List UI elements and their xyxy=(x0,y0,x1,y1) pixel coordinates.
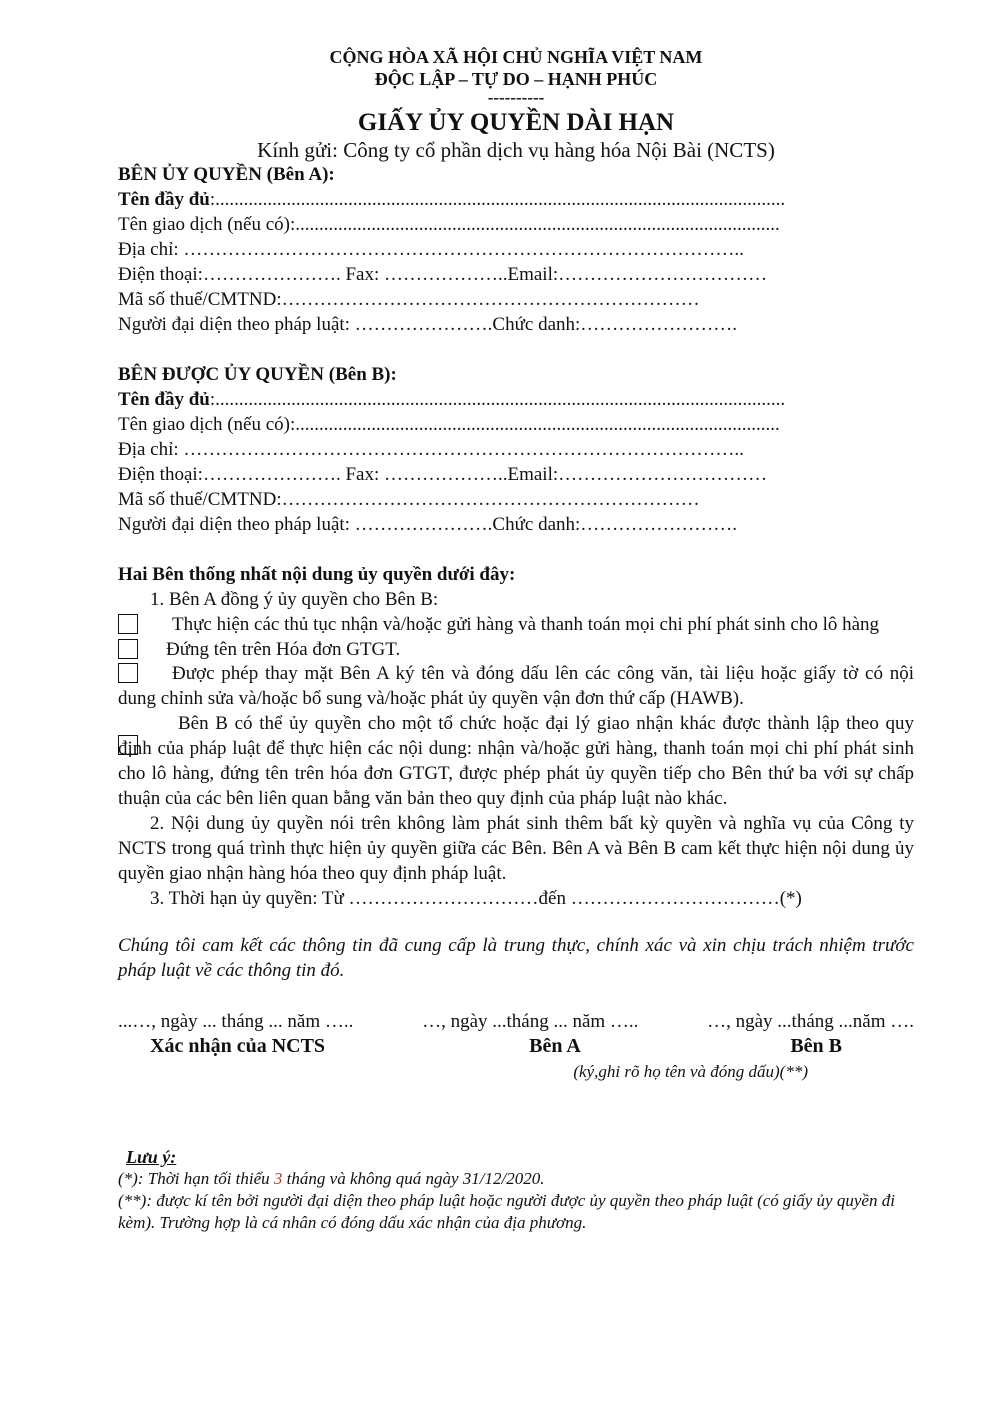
option-4-row xyxy=(118,711,914,811)
party-a-address: Địa chỉ: …………………………………………………………………………….. xyxy=(118,239,744,260)
signature-ncts: Xác nhận của NCTS xyxy=(150,1035,326,1057)
header-separator: ---------- xyxy=(487,88,545,107)
date-ncts: ...…, ngày ... tháng ... năm ….. xyxy=(118,1011,354,1032)
agreement-heading: Hai Bên thống nhất nội dung ủy quyền dưới đây: xyxy=(118,564,516,585)
party-a-heading: BÊN ỦY QUYỀN (Bên A): xyxy=(118,164,335,185)
note-2: (**): được kí tên bởi người đại diện theo pháp luật hoặc người được ủy quyền theo pháp luật (có giấy ủy quyền đi kèm). Trường hợp là cá nhân có đóng dấu xác nhận của địa phương. xyxy=(118,1191,895,1232)
party-b-heading: BÊN ĐƯỢC ỦY QUYỀN (Bên B): xyxy=(118,364,397,385)
option-1-checkbox[interactable] xyxy=(118,614,138,634)
date-party-a: …, ngày ...tháng ... năm ….. xyxy=(422,1011,639,1032)
signature-instruction: (ký,ghi rõ họ tên và đóng dấu)(**) xyxy=(573,1062,808,1081)
option-3-checkbox[interactable] xyxy=(118,663,138,683)
spacer xyxy=(118,337,914,362)
party-b-contact: Điện thoại:…………………. Fax: ………………..Email:…………………………… xyxy=(118,464,768,485)
notes-title: Lưu ý: xyxy=(126,1147,177,1167)
party-a-full-name-label: Tên đầy đủ xyxy=(118,189,210,210)
party-b-full-name xyxy=(118,387,914,412)
option-3-text: Được phép thay mặt Bên A ký tên và đóng dấu lên các công văn, tài liệu hoặc giấy tờ có nội dung chỉnh sửa và/hoặc bổ sung và/hoặc phát ủy quyền vận đơn thứ cấp (HAWB). xyxy=(118,663,914,709)
note-1-start: (*): Thời hạn tối thiểu xyxy=(118,1169,274,1188)
party-a-full-name xyxy=(118,187,914,212)
agreement-item-2: 2. Nội dung ủy quyền nói trên không làm phát sinh thêm bất kỳ quyền và nghĩa vụ của Công ty NCTS trong quá trình thực hiện ủy quyền giữa các Bên. Bên A và Bên B cam kết thực hiện nội dung ủy quyền giao nhận hàng hóa theo quy định pháp luật. xyxy=(118,813,914,884)
spacer xyxy=(118,537,914,562)
party-b-representative: Người đại diện theo pháp luật: ………………….Chức danh:……………………. xyxy=(118,514,738,535)
party-b-address: Địa chỉ: …………………………………………………………………………….. xyxy=(118,439,744,460)
option-1-row xyxy=(118,612,914,637)
signature-party-a: Bên A xyxy=(529,1035,581,1057)
commitment-statement: Chúng tôi cam kết các thông tin đã cung cấp là trung thực, chính xác và xin chịu trách nhiệm trước pháp luật về các thông tin đó. xyxy=(118,935,914,981)
party-a-full-name-dots: :........................................................................................................................ xyxy=(209,189,786,210)
option-2-checkbox[interactable] xyxy=(118,639,138,659)
note-1-highlight: 3 xyxy=(273,1169,283,1188)
date-party-b: …, ngày ...tháng ...năm …. xyxy=(707,1011,914,1032)
option-4-checkbox[interactable] xyxy=(118,735,138,755)
party-b-full-name-dots: :........................................................................................................................ xyxy=(209,389,786,410)
party-a-contact: Điện thoại:…………………. Fax: ………………..Email:…………………………… xyxy=(118,264,768,285)
national-motto: ĐỘC LẬP – TỰ DO – HẠNH PHÚC xyxy=(374,69,658,89)
national-title: CỘNG HÒA XÃ HỘI CHỦ NGHĨA VIỆT NAM xyxy=(329,47,703,67)
party-a-representative: Người đại diện theo pháp luật: ………………….Chức danh:……………………. xyxy=(118,314,738,335)
note-1 xyxy=(118,1168,914,1190)
signature-party-b: Bên B xyxy=(790,1035,842,1057)
document-title: GIẤY ỦY QUYỀN DÀI HẠN xyxy=(357,109,675,136)
option-4-text: Bên B có thể ủy quyền cho một tổ chức hoặc đại lý giao nhận khác được thành lập theo quy định của pháp luật để thực hiện các nội dung: nhận và/hoặc gửi hàng, thanh toán mọi chi phí phát sinh cho lô hàng, đứng tên trên hóa đơn GTGT, được phép phát ủy quyền tiếp cho Bên thứ ba với sự chấp thuận của các bên liên quan bằng văn bản theo quy định của pháp luật nào khác. xyxy=(118,713,914,809)
party-b-trade-name: Tên giao dịch (nếu có):...................................................................................................... xyxy=(118,414,780,435)
signature-row xyxy=(118,1034,914,1059)
option-1-text: Thực hiện các thủ tục nhận và/hoặc gửi hàng và thanh toán mọi chi phí phát sinh cho lô hàng xyxy=(172,614,880,635)
option-2-row xyxy=(118,637,914,662)
party-a-tax-id: Mã số thuế/CMTND:………………………………………………………… xyxy=(118,289,700,310)
party-a-trade-name: Tên giao dịch (nếu có):...................................................................................................... xyxy=(118,214,780,235)
agreement-item-1: 1. Bên A đồng ý ủy quyền cho Bên B: xyxy=(150,589,439,610)
party-b-tax-id: Mã số thuế/CMTND:………………………………………………………… xyxy=(118,489,700,510)
option-2-text: Đứng tên trên Hóa đơn GTGT. xyxy=(166,639,401,660)
party-b-full-name-label: Tên đầy đủ xyxy=(118,389,210,410)
date-row xyxy=(118,1009,914,1034)
recipient-line: Kính gửi: Công ty cổ phần dịch vụ hàng hóa Nội Bài (NCTS) xyxy=(257,138,775,162)
note-1-end: tháng và không quá ngày 31/12/2020. xyxy=(282,1169,545,1188)
option-3-row xyxy=(118,661,914,711)
agreement-item-3: 3. Thời hạn ủy quyền: Từ …………………………đến ……………………………(*) xyxy=(150,888,802,909)
